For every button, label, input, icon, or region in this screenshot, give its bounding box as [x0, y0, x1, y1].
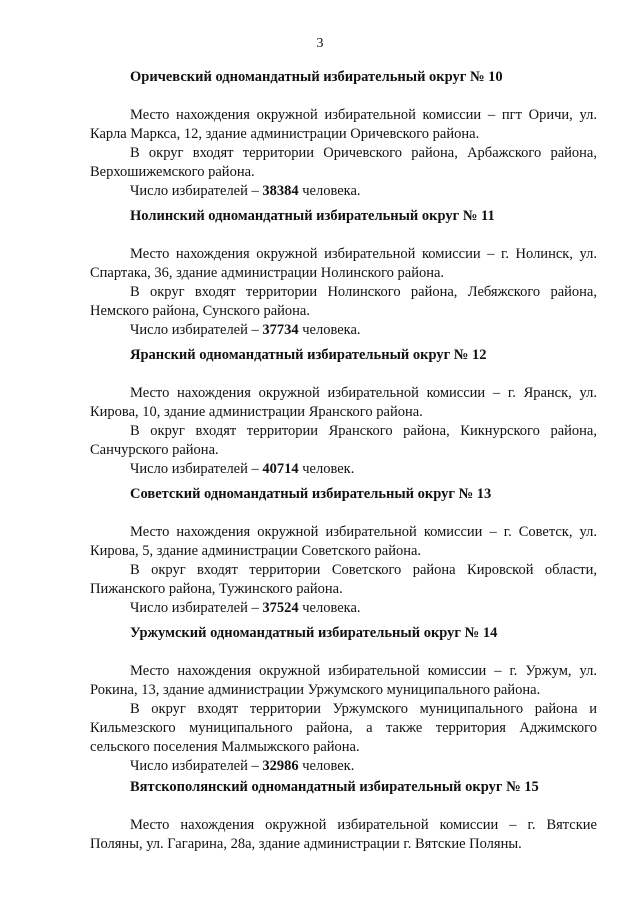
voters-count: 32986 [262, 758, 299, 774]
voters-label: Число избирателей – [130, 600, 259, 616]
district-title: Оричевский одномандатный избирательный округ № 10 [130, 69, 503, 85]
page-number: 3 [316, 36, 324, 51]
district-territories: В округ входят территории Яранского района, Кикнурского района, Санчурского района. [90, 423, 597, 458]
district-title: Яранский одномандатный избирательный округ № 12 [130, 347, 487, 363]
commission-location: Место нахождения окружной избирательной комиссии – пгт Оричи, ул. Карла Маркса, 12, здание администрации Оричевского района. [90, 107, 597, 142]
district-15-section [90, 778, 597, 854]
commission-location: Место нахождения окружной избирательной комиссии – г. Нолинск, ул. Спартака, 36, здание администрации Нолинского района. [90, 246, 597, 281]
voters-count-line [90, 321, 597, 340]
district-11-section [90, 207, 597, 340]
voters-unit: человека. [302, 322, 361, 338]
commission-location: Место нахождения окружной избирательной комиссии – г. Вятские Поляны, ул. Гагарина, 28а, здание администрации г. Вятские Поляны. [90, 817, 597, 852]
voters-unit: человека. [302, 600, 361, 616]
district-title: Уржумский одномандатный избирательный округ № 14 [130, 625, 498, 641]
district-10-section [90, 68, 597, 201]
voters-label: Число избирателей – [130, 461, 259, 477]
voters-unit: человек. [302, 758, 355, 774]
voters-count: 37524 [262, 600, 299, 616]
voters-label: Число избирателей – [130, 758, 259, 774]
voters-count-line [90, 599, 597, 618]
district-14-section [90, 624, 597, 776]
commission-location: Место нахождения окружной избирательной комиссии – г. Яранск, ул. Кирова, 10, здание администрации Яранского района. [90, 385, 597, 420]
district-title: Вятскополянский одномандатный избирательный округ № 15 [130, 779, 539, 795]
district-territories: В округ входят территории Советского района Кировской области, Пижанского района, Тужинского района. [90, 562, 597, 597]
voters-label: Число избирателей – [130, 322, 259, 338]
voters-unit: человек. [302, 461, 355, 477]
district-territories: В округ входят территории Уржумского муниципального района и Кильмезского муниципального района, а также территория Аджимского сельского поселения Малмыжского района. [90, 701, 597, 755]
district-title: Нолинский одномандатный избирательный округ № 11 [130, 208, 495, 224]
voters-count-line [90, 182, 597, 201]
district-12-section [90, 346, 597, 479]
commission-location: Место нахождения окружной избирательной комиссии – г. Советск, ул. Кирова, 5, здание администрации Советского района. [90, 524, 597, 559]
voters-label: Число избирателей – [130, 183, 259, 199]
district-title: Советский одномандатный избирательный округ № 13 [130, 486, 492, 502]
voters-count-line [90, 757, 597, 776]
district-13-section [90, 485, 597, 618]
voters-count-line [90, 460, 597, 479]
district-territories: В округ входят территории Нолинского района, Лебяжского района, Немского района, Сунского района. [90, 284, 597, 319]
voters-count: 38384 [262, 183, 299, 199]
district-territories: В округ входят территории Оричевского района, Арбажского района, Верхошижемского района. [90, 145, 597, 180]
voters-count: 40714 [262, 461, 299, 477]
voters-unit: человека. [302, 183, 361, 199]
voters-count: 37734 [262, 322, 299, 338]
commission-location: Место нахождения окружной избирательной комиссии – г. Уржум, ул. Рокина, 13, здание администрации Уржумского муниципального района. [90, 663, 597, 698]
